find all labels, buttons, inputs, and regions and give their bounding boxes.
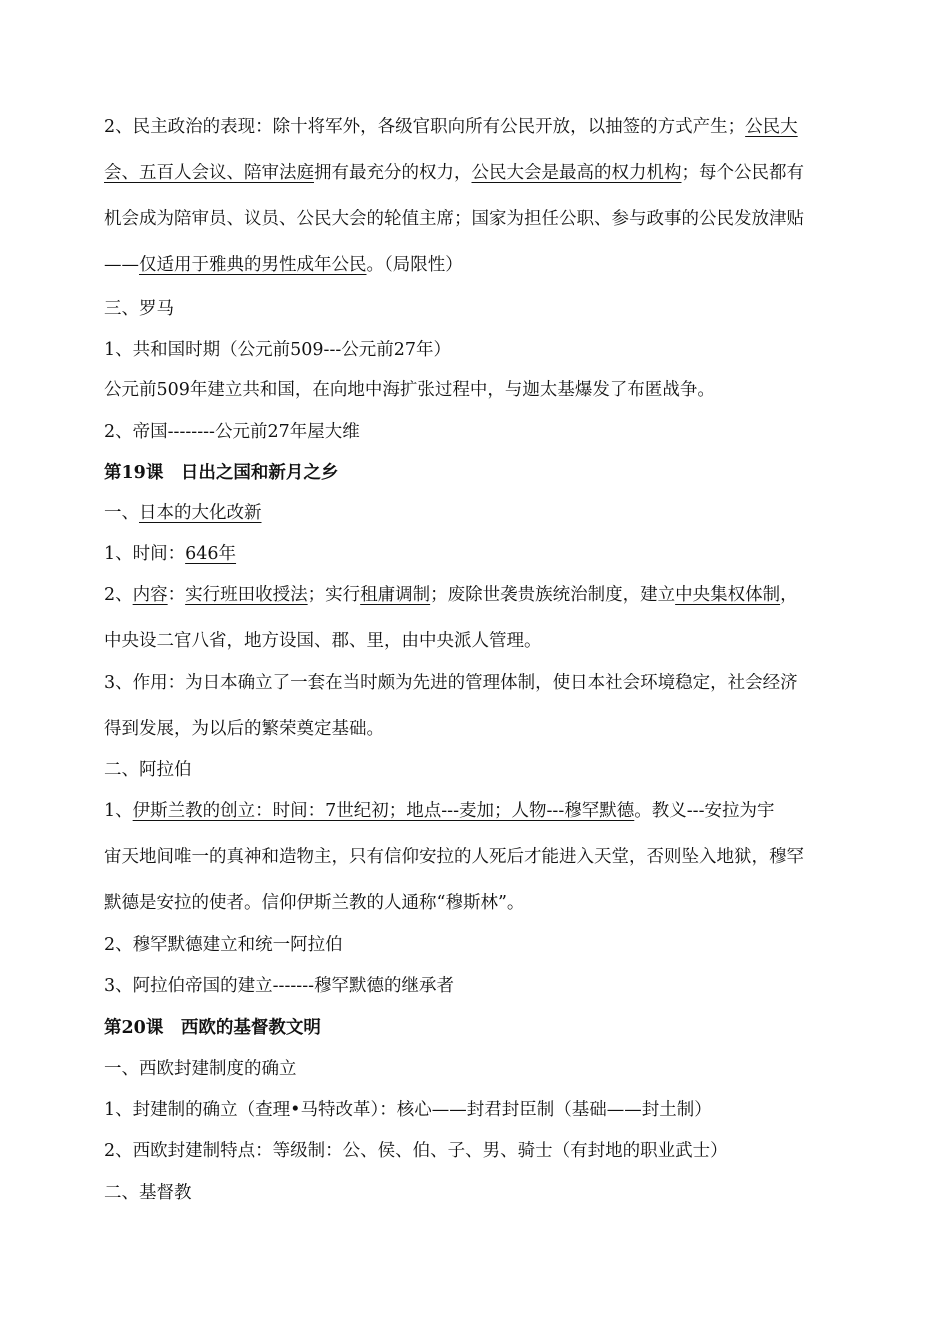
underlined-term: 公民大 xyxy=(745,117,798,137)
japan-content-line-2: 中央设二官八省，地方设国、郡、里，由中央派人管理。 xyxy=(104,631,542,651)
underlined-term: 伊斯兰教的创立：时间：7世纪初；地点---麦加；人物---穆罕默德 xyxy=(132,801,635,821)
underlined-term: 实行班田收授法 xyxy=(185,585,308,605)
democracy-line-4 xyxy=(104,253,463,277)
underlined-term: 内容 xyxy=(132,585,168,605)
dash: —— xyxy=(104,255,139,275)
underlined-term: 中央集权体制 xyxy=(675,585,781,605)
arab-unify: 2、穆罕默德建立和统一阿拉伯 xyxy=(104,935,343,955)
label: ；废除世袭贵族统治制度，建立 xyxy=(430,585,676,605)
japan-effect-line-2: 得到发展，为以后的繁荣奠定基础。 xyxy=(104,719,384,739)
islam-line-2: 宙天地间唯一的真神和造物主，只有信仰安拉的人死后才能进入天堂，否则坠入地狱，穆罕 xyxy=(104,847,804,867)
japan-time xyxy=(104,542,236,566)
feudal-line-2: 2、西欧封建制特点：等级制：公、侯、伯、子、男、骑士（有封地的职业武士） xyxy=(104,1141,728,1161)
underlined-term: 租庸调制 xyxy=(360,585,431,605)
label: ： xyxy=(167,585,186,605)
japan-effect-line-1: 3、作用：为日本确立了一套在当时颇为先进的管理体制，使日本社会环境稳定，社会经济 xyxy=(104,673,798,693)
rome-republic: 1、共和国时期（公元前509---公元前27年） xyxy=(104,340,452,360)
democracy-text: 。（局限性） xyxy=(366,255,463,275)
label: 。教义---安拉为宇 xyxy=(634,801,775,821)
democracy-line-1 xyxy=(104,115,798,139)
democracy-line-3: 机会成为陪审员、议员、公民大会的轮值主席；国家为担任公职、参与政事的公民发放津贴 xyxy=(104,209,804,229)
underlined-term: 646年 xyxy=(185,544,237,564)
christianity-heading: 二、基督教 xyxy=(104,1183,192,1203)
democracy-text: 2、民主政治的表现：除十将军外，各级官职向所有公民开放，以抽签的方式产生； xyxy=(104,117,746,137)
label: 2、 xyxy=(104,585,133,605)
lesson-19-title: 第19课 日出之国和新月之乡 xyxy=(104,463,339,483)
democracy-text: ；每个公民都有 xyxy=(681,163,804,183)
rome-republic-desc: 公元前509年建立共和国，在向地中海扩张过程中，与迦太基爆发了布匿战争。 xyxy=(104,380,715,400)
japan-heading xyxy=(104,501,262,525)
arab-heading: 二、阿拉伯 xyxy=(104,760,192,780)
islam-line-3: 默德是安拉的使者。信仰伊斯兰教的人通称“穆斯林”。 xyxy=(104,893,525,913)
lesson-20-title: 第20课 西欧的基督教文明 xyxy=(104,1018,321,1038)
label: ；实行 xyxy=(307,585,361,605)
underlined-term: 日本的大化改新 xyxy=(139,503,262,523)
rome-empire: 2、帝国--------公元前27年屋大维 xyxy=(104,422,360,442)
democracy-text: 拥有最充分的权力， xyxy=(314,163,472,183)
label: ， xyxy=(780,585,798,605)
underlined-term: 会、五百人会议、陪审法庭 xyxy=(104,163,314,183)
label: 1、 xyxy=(104,801,133,821)
label: 一、 xyxy=(104,503,139,523)
rome-heading: 三、罗马 xyxy=(104,299,174,319)
underlined-term: 仅适用于雅典的男性成年公民 xyxy=(139,255,367,275)
feudal-line-1: 1、封建制的确立（查理•马特改革）：核心——封君封臣制（基础——封土制） xyxy=(104,1100,712,1120)
feudal-heading: 一、西欧封建制度的确立 xyxy=(104,1059,297,1079)
islam-line-1 xyxy=(104,799,775,823)
underlined-term: 公民大会是最高的权力机构 xyxy=(471,163,682,183)
democracy-line-2 xyxy=(104,161,804,185)
arab-empire: 3、阿拉伯帝国的建立-------穆罕默德的继承者 xyxy=(104,976,455,996)
japan-content-line-1 xyxy=(104,583,798,607)
label: 1、时间： xyxy=(104,544,186,564)
